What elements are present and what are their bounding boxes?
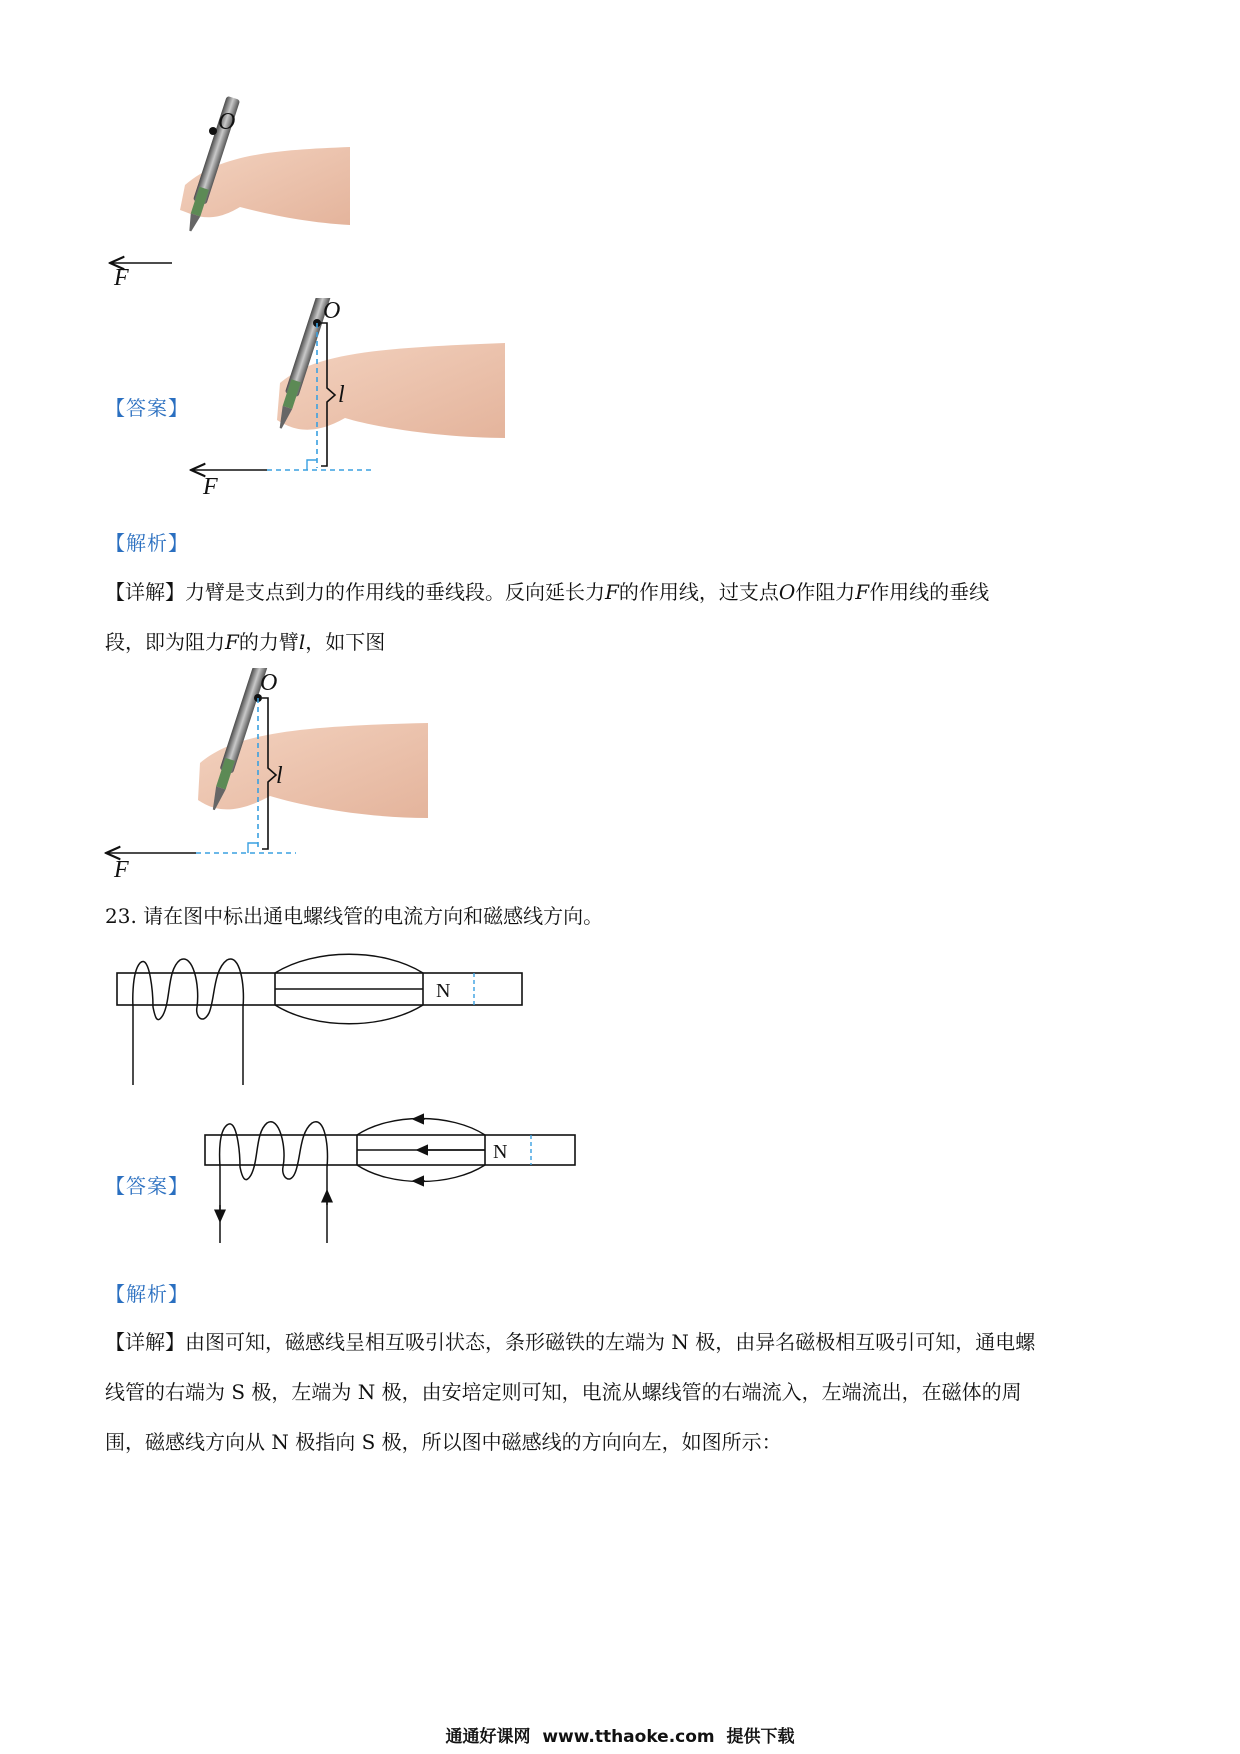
var-F: F xyxy=(605,580,619,604)
var-F: F xyxy=(225,630,239,654)
pen-hand-detail-image xyxy=(100,668,430,883)
detail-line xyxy=(105,617,1145,667)
north-pole-label: N xyxy=(436,980,451,1002)
force-label: F xyxy=(114,857,129,883)
answer-label: 【答案】 xyxy=(105,396,189,420)
page-footer: 通通好课网 www.tthaoke.com 提供下载 xyxy=(445,1727,795,1747)
detail-text: 作用线的垂线 xyxy=(869,580,990,604)
solenoid-answer-diagram xyxy=(195,1105,585,1250)
var-O: O xyxy=(778,580,796,604)
detail-line: 围，磁感线方向从 N 极指向 S 极，所以图中磁感线的方向向左，如图所示： xyxy=(105,1430,782,1454)
north-pole-label: N xyxy=(493,1141,508,1163)
detail-label: 【详解】 xyxy=(105,580,185,604)
question-23: 23. 请在图中标出通电螺线管的电流方向和磁感线方向。 xyxy=(105,904,604,928)
detail-line: 线管的右端为 S 极，左端为 N 极，由安培定则可知，电流从螺线管的右端流入，左端流出，在磁体的周 xyxy=(105,1380,1022,1404)
solenoid-diagram xyxy=(105,945,535,1090)
pivot-label: O xyxy=(218,109,236,135)
var-F: F xyxy=(855,580,870,604)
detail-text: 作阻力 xyxy=(795,580,856,604)
detail-text: 力臂是支点到力的作用线的垂线段。反向延长力 xyxy=(185,580,605,604)
detail-label: 【详解】 xyxy=(105,1330,185,1354)
solenoid-figure-answer xyxy=(195,1105,585,1250)
force-label: F xyxy=(203,474,218,500)
detail-paragraph xyxy=(105,567,1145,667)
pen-figure-answer xyxy=(185,298,505,503)
pen-figure-detail xyxy=(100,668,430,883)
var-l: l xyxy=(298,630,306,654)
solenoid-figure-question xyxy=(105,945,535,1090)
q23-detail-paragraph xyxy=(105,1317,1145,1467)
detail-text: 的力臂 xyxy=(238,630,299,654)
pivot-label: O xyxy=(260,670,278,696)
analysis-label: 【解析】 xyxy=(105,531,189,555)
analysis-label: 【解析】 xyxy=(105,1282,189,1306)
pen-hand-image xyxy=(100,95,400,295)
detail-text: 段，即为阻力 xyxy=(105,630,225,654)
answer-label: 【答案】 xyxy=(105,1174,189,1198)
force-label: F xyxy=(114,265,129,291)
pivot-label: O xyxy=(323,298,341,324)
detail-text: 由图可知，磁感线呈相互吸引状态，条形磁铁的左端为 N 极，由异名磁极相互吸引可知，通电螺 xyxy=(185,1330,1036,1354)
pen-figure-question xyxy=(100,95,400,295)
detail-text: 的作用线，过支点 xyxy=(618,580,779,604)
arm-label: l xyxy=(276,763,283,789)
arm-label: l xyxy=(338,382,345,408)
detail-line xyxy=(105,567,1145,617)
detail-text: ，如下图 xyxy=(305,630,386,654)
detail-line xyxy=(105,1317,1145,1367)
pen-hand-answer-image xyxy=(185,298,505,503)
